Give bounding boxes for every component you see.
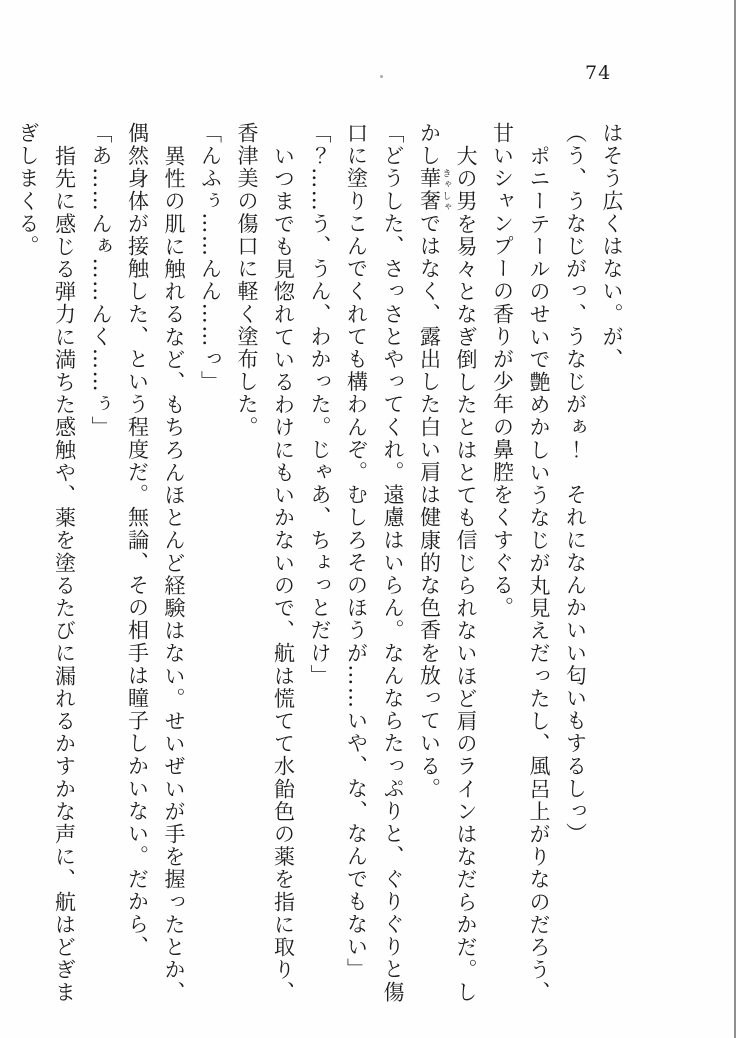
paragraph: 大の男を易々となぎ倒したとはとても信じられないほど肩のラインはなだらかだ。しかし華奢 きゃしゃではなく、露出した白い肩は健康的な色香を放っている。 xyxy=(417,122,478,1004)
paragraph: ポニーテールのせいで艶めかしいうなじが丸見えだったし、風呂上がりなのだろう、甘いシャンプーの香りが少年の鼻腔をくすぐる。 xyxy=(490,122,551,1004)
scan-speck xyxy=(380,75,383,78)
paragraph-dialogue: 「？……う、うん、わかった。じゃあ、ちょっとだけ」 xyxy=(308,122,332,687)
paragraph: 異性の肌に触れるなど、もちろんほとんど経験はない。せいぜいが手を握ったとか、偶然身体が接触した、という程度だ。無論、その相手は瞳子しかいない。だから、 xyxy=(125,122,186,1004)
paragraph-dialogue: 「んふぅ……んん……っ」 xyxy=(198,122,223,394)
paragraph-dialogue: 「どうした、さっさとやってくれ。遠慮はいらん。なんならたっぷりと、ぐりぐりと傷口に塗りこんでくれても構わんぞ。むしろそのほうが……いや、な、なんでもない」 xyxy=(344,122,405,1004)
paragraph: はそう広くはない。が、 xyxy=(600,122,624,371)
body-text xyxy=(10,122,631,1014)
page-number: 74 xyxy=(585,62,612,84)
paragraph: 指先に感じる弾力に満ちた感触や、薬を塗るたびに漏れるかすかな声に、航はどぎまぎしまくる。 xyxy=(16,122,77,1004)
paragraph-dialogue: 「あ……んぁ……んく……ぅ」 xyxy=(89,122,113,439)
paragraph: いつまでも見惚れているわけにもいかないので、航は慌てて水飴色の薬を指に取り、香津美の傷口に軽く塗布した。 xyxy=(235,122,296,1004)
paragraph-thought: （う、うなじがっ、うなじがぁ！ それになんかいい匂いもするしっ） xyxy=(563,122,588,846)
